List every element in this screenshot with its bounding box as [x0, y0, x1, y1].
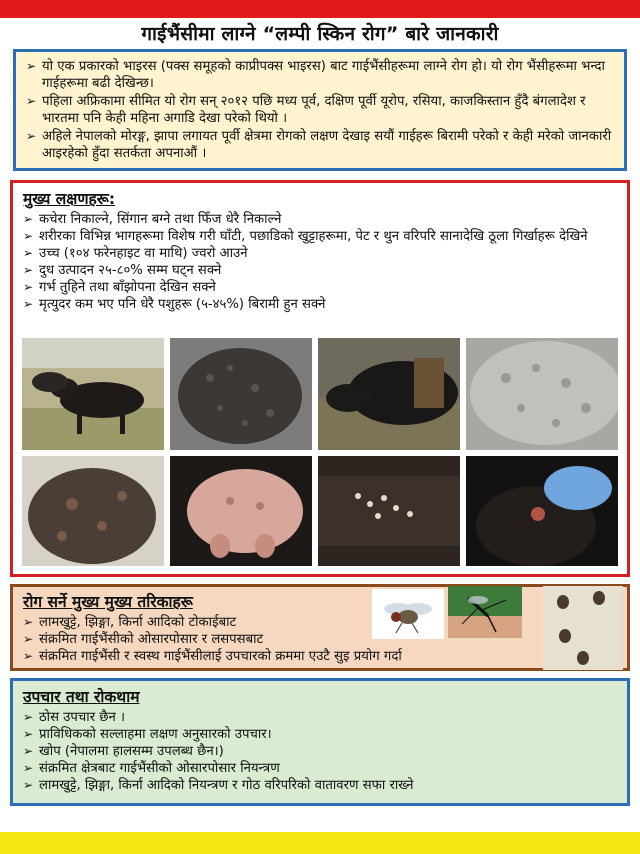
- arrow-bullet-icon: ➢: [23, 212, 34, 226]
- treatment-list: [23, 709, 617, 794]
- list-item: ➢ खोप (नेपालमा हालसम्म उपलब्ध छैन।): [23, 744, 224, 759]
- photo-cow-back-nodules: [170, 338, 312, 450]
- arrow-bullet-icon: ➢: [23, 297, 34, 311]
- arrow-bullet-icon: ➢: [23, 744, 34, 758]
- list-item: ➢ यो एक प्रकारको भाइरस (पक्स समूहको काप्रीपक्स भाइरस) बाट गाईभैंसीहरूमा लाग्ने रोग हो। यो रोग भैंसीहरूमा भन्दा गाईहरूमा बढी देखिन्छ।: [26, 59, 605, 91]
- arrow-bullet-icon: ➢: [26, 94, 37, 108]
- arrow-bullet-icon: ➢: [23, 229, 34, 243]
- list-item: ➢ पहिला अफ्रिकामा सीमित यो रोग सन् २०१२ पछि मध्य पूर्व, दक्षिण पूर्वी यूरोप, रसिया, काजकिस्तान हुँदै बंगलादेश र भारतमा पनि केही महिना अगाडि देखा परेको थियो ।: [26, 94, 586, 126]
- photo-gloved-hand-lesion: [466, 456, 618, 566]
- list-item: ➢ उच्च (१०४ फरेनहाइट वा माथि) ज्वरो आउने: [23, 246, 248, 261]
- arrow-bullet-icon: ➢: [23, 632, 34, 646]
- list-item: ➢ संक्रमित गाईभैंसी र स्वस्थ गाईभैंसीलाई उपचारको क्रममा एउटै सुइ प्रयोग गर्दा: [23, 649, 402, 664]
- arrow-bullet-icon: ➢: [23, 710, 34, 724]
- list-item: ➢ गर्भ तुहिने तथा बाँझोपना देखिन सक्ने: [23, 280, 216, 295]
- photo-udder-lesions: [170, 456, 312, 566]
- photo-skin-ticks: [318, 456, 460, 566]
- bottom-color-bar: [0, 832, 640, 854]
- tick-icon: [543, 586, 623, 670]
- page-title: गाईभैंसीमा लाग्ने “लम्पी स्किन रोग” बारे जानकारी: [141, 23, 499, 45]
- arrow-bullet-icon: ➢: [23, 761, 34, 775]
- symptom-photo-grid: [22, 338, 618, 566]
- arrow-bullet-icon: ➢: [23, 778, 34, 792]
- treatment-box: [10, 678, 630, 806]
- arrow-bullet-icon: ➢: [23, 615, 34, 629]
- arrow-bullet-icon: ➢: [23, 246, 34, 260]
- intro-list: [26, 58, 614, 162]
- arrow-bullet-icon: ➢: [23, 263, 34, 277]
- treatment-heading: उपचार तथा रोकथाम: [23, 688, 140, 706]
- photo-grey-cow-nodules: [466, 338, 618, 450]
- arrow-bullet-icon: ➢: [26, 129, 37, 143]
- arrow-bullet-icon: ➢: [23, 280, 34, 294]
- intro-box: [13, 49, 627, 171]
- arrow-bullet-icon: ➢: [23, 727, 34, 741]
- list-item: ➢ संक्रमित क्षेत्रबाट गाईभैंसीको ओसारपोसार नियन्त्रण: [23, 761, 280, 776]
- spread-heading: रोग सर्ने मुख्य मुख्य तरिकाहरू: [23, 593, 193, 611]
- photo-black-cow-head: [318, 338, 460, 450]
- list-item: ➢ शरीरका विभिन्न भागहरूमा विशेष गरी घाँटी, पछाडिको खुट्टाहरूमा, पेट र थुन वरिपरि सानादेखि ठूला गिर्खाहरू देखिने: [23, 229, 588, 244]
- photo-cattle-field: [22, 338, 164, 450]
- list-item: ➢ लामखुट्टे, झिङ्गा, किर्ना आदिको नियन्त्रण र गोठ वरिपरिको वातावरण सफा राख्ने: [23, 778, 414, 793]
- mosquito-icon: [448, 586, 522, 638]
- list-item: ➢ मृत्युदर कम भए पनि धेरै पशुहरू (५-४५%) बिरामी हुन सक्ने: [23, 297, 326, 312]
- arrow-bullet-icon: ➢: [26, 59, 37, 73]
- top-color-bar: [0, 0, 640, 18]
- symptoms-heading: मुख्य लक्षणहरू:: [23, 190, 116, 208]
- list-item: ➢ अहिले नेपालको मोरङ्ग, झापा लगायत पूर्वी क्षेत्रमा रोगको लक्षण देखाइ सयौं गाईहरू बिरामी परेको र केही मरेको जानकारी आइरहेको हुँदा सतर्कता अपनाऔं ।: [26, 129, 612, 161]
- list-item: ➢ लामखुट्टे, झिङ्गा, किर्ना आदिको टोकाईबाट: [23, 615, 237, 630]
- list-item: ➢ ठोस उपचार छैन ।: [23, 710, 126, 725]
- spread-box: [10, 584, 630, 671]
- symptoms-list: [23, 211, 617, 313]
- arrow-bullet-icon: ➢: [23, 649, 34, 663]
- photo-calf-face-lesions: [22, 456, 164, 566]
- list-item: ➢ कचेरा निकाल्ने, सिंगान बग्ने तथा फिँज धेरै निकाल्ने: [23, 212, 282, 227]
- list-item: ➢ प्राविधिकको सल्लाहमा लक्षण अनुसारको उपचार।: [23, 727, 272, 742]
- list-item: ➢ दुध उत्पादन २५-८०% सम्म घट्न सक्ने: [23, 263, 222, 278]
- fly-icon: [372, 589, 444, 639]
- list-item: ➢ संक्रमित गाईभैंसीको ओसारपोसार र लसपसबाट: [23, 632, 264, 647]
